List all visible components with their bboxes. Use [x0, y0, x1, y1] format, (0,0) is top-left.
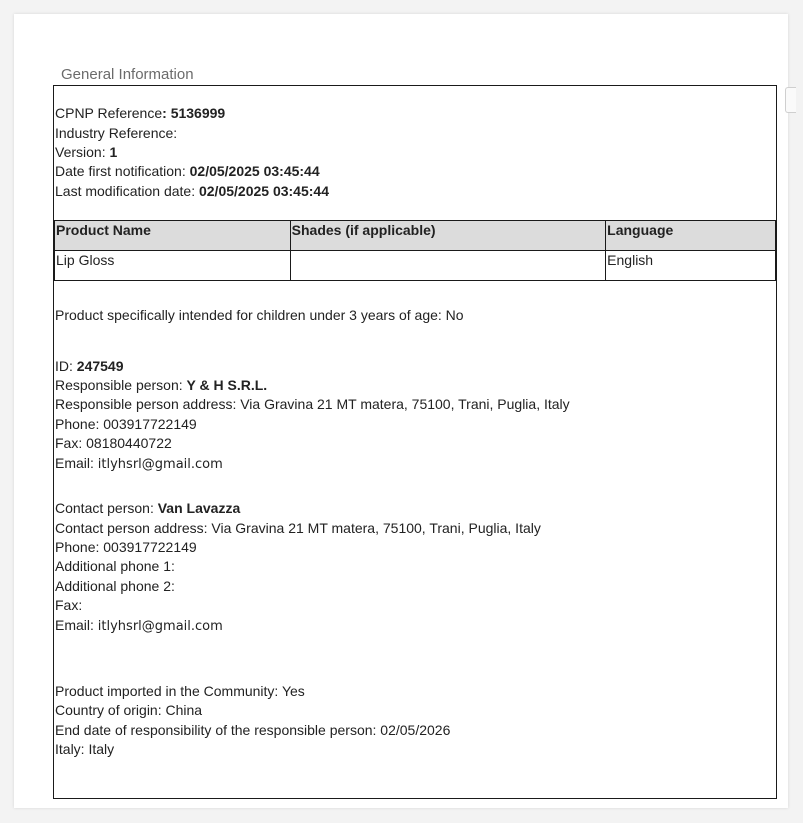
cpnp-label: CPNP Reference — [55, 105, 163, 121]
contact-additional-phone-1: Additional phone 1: — [55, 558, 175, 574]
responsible-address: Responsible person address: Via Gravina 21 MT matera, 75100, Trani, Puglia, Italy — [55, 396, 570, 412]
cpnp-reference — [55, 105, 225, 122]
responsible-fax: Fax: 08180440722 — [55, 435, 172, 451]
responsible-email-label: Email: — [55, 455, 98, 471]
last-mod-value: 02/05/2025 03:45:44 — [198, 183, 329, 199]
contact-email — [55, 617, 223, 635]
product-table — [54, 220, 776, 281]
children-under-3: Product specifically intended for children under 3 years of age: No — [55, 307, 464, 323]
product-imported: Product imported in the Community: Yes — [55, 683, 305, 699]
header-product-name: Product Name — [55, 221, 291, 251]
id-label: ID: — [55, 358, 77, 374]
last-modification-date — [55, 183, 329, 200]
table-header-row — [55, 221, 776, 251]
contact-email-value: itlyhsrl@gmail.com — [97, 619, 223, 634]
last-mod-label: Last modification date: — [55, 183, 199, 199]
contact-email-label: Email: — [55, 617, 98, 633]
country-of-origin: Country of origin: China — [55, 702, 203, 718]
contact-person — [55, 500, 240, 517]
version-value: 1 — [109, 144, 118, 160]
cell-product-name: Lip Gloss — [55, 251, 291, 281]
italy-line: Italy: Italy — [55, 741, 115, 757]
cpnp-value: : 5136999 — [162, 105, 226, 121]
header-language: Language — [606, 221, 776, 251]
side-tab-handle[interactable] — [785, 87, 796, 113]
version-label: Version: — [55, 144, 110, 160]
contact-additional-phone-2: Additional phone 2: — [55, 578, 175, 594]
responsible-person — [55, 377, 267, 394]
table-row — [55, 251, 776, 281]
cell-language: English — [606, 251, 776, 281]
date-first-notification — [55, 163, 320, 180]
first-notif-value: 02/05/2025 03:45:44 — [189, 163, 320, 179]
responsible-email-value: itlyhsrl@gmail.com — [97, 457, 223, 472]
id-value: 247549 — [76, 358, 124, 374]
responsible-id — [55, 358, 124, 375]
contact-phone: Phone: 003917722149 — [55, 539, 197, 555]
first-notif-label: Date first notification: — [55, 163, 190, 179]
end-date-responsibility: End date of responsibility of the responsible person: 02/05/2026 — [55, 722, 451, 738]
cell-shades — [290, 251, 606, 281]
section-title: General Information — [61, 66, 194, 83]
responsible-person-label: Responsible person: — [55, 377, 187, 393]
version — [55, 144, 117, 161]
industry-reference: Industry Reference: — [55, 125, 178, 141]
responsible-email — [55, 455, 223, 473]
contact-fax: Fax: — [55, 597, 83, 613]
responsible-person-value: Y & H S.R.L. — [186, 377, 268, 393]
contact-address: Contact person address: Via Gravina 21 MT matera, 75100, Trani, Puglia, Italy — [55, 520, 541, 536]
contact-person-label: Contact person: — [55, 500, 158, 516]
responsible-phone: Phone: 003917722149 — [55, 416, 197, 432]
header-shades: Shades (if applicable) — [290, 221, 606, 251]
contact-person-value: Van Lavazza — [157, 500, 241, 516]
